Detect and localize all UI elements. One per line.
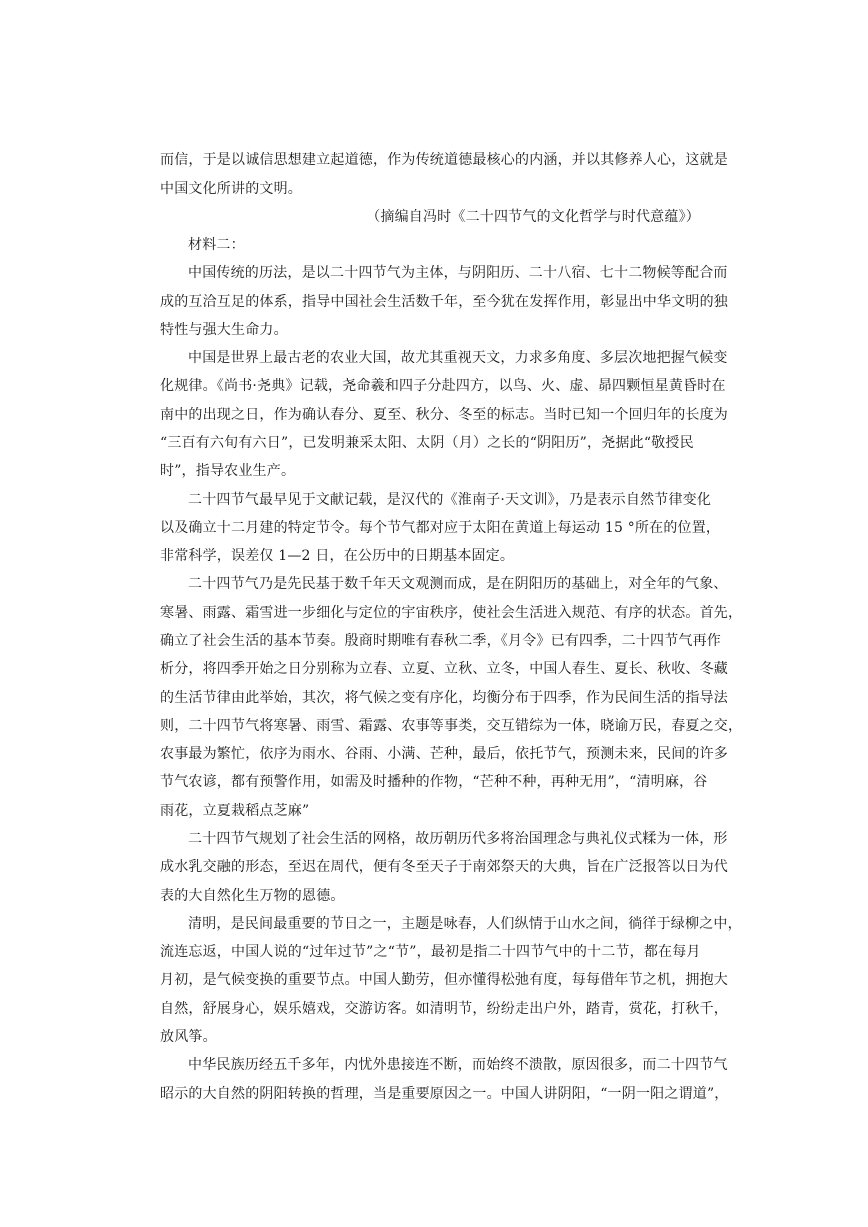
text-line: “三百有六旬有六日”，已发明兼采太阳、太阴（月）之长的“阴阳历”，尧据此“敬授民 bbox=[160, 435, 694, 451]
section-heading: 材料二： bbox=[188, 237, 245, 253]
text-line: 以及确立十二月建的特定节令。每个节气都对应于太阳在黄道上每运动 15 °所在的位置， bbox=[160, 520, 721, 536]
text-line: 成的互洽互足的体系，指导中国社会生活数千年，至今犹在发挥作用，彰显出中华文明的独 bbox=[160, 294, 728, 310]
text-line: 成水乳交融的形态，至迟在周代，便有冬至天子于南郊祭天的大典，旨在广泛报答以日为代 bbox=[160, 859, 728, 875]
text-line: 时”，指导农业生产。 bbox=[160, 463, 296, 479]
text-line: 表的大自然化生万物的恩德。 bbox=[160, 888, 345, 904]
text-line: 二十四节气乃是先民基于数千年天文观测而成，是在阴阳历的基础上，对全年的气象、 bbox=[188, 576, 728, 592]
text-line: 南中的出现之日，作为确认春分、夏至、秋分、冬至的标志。当时已知一个回归年的长度为 bbox=[160, 407, 728, 423]
text-line: 雨花，立夏栽稻点芝麻” bbox=[160, 803, 310, 819]
citation-line: （摘编自冯时《二十四节气的文化哲学与时代意蕴》） bbox=[366, 209, 700, 225]
text-line: 中国文化所讲的文明。 bbox=[160, 181, 302, 197]
text-line: 的生活节律由此举始，其次，将气候之变有序化，均衡分布于四季，作为民间生活的指导法 bbox=[160, 690, 728, 706]
text-line: 而信，于是以诚信思想建立起道德，作为传统道德最核心的内涵，并以其修养人心，这就是 bbox=[160, 152, 728, 168]
text-line: 析分，将四季开始之日分别称为立春、立夏、立秋、立冬，中国人春生、夏长、秋收、冬藏 bbox=[160, 661, 728, 677]
text-line: 月初，是气候变换的重要节点。中国人勤劳，但亦懂得松弛有度，每每借年节之机，拥抱大 bbox=[160, 972, 728, 988]
text-line: 农事最为繁忙，依序为雨水、谷雨、小满、芒种，最后，依托节气，预测未来，民间的许多 bbox=[160, 746, 728, 762]
text-line: 确立了社会生活的基本节奏。殷商时期唯有春秋二季，《月令》已有四季，二十四节气再作 bbox=[160, 633, 721, 649]
text-line: 放风筝。 bbox=[160, 1029, 217, 1045]
text-line: 中国是世界上最古老的农业大国，故尤其重视天文，力求多角度、多层次地把握气候变 bbox=[188, 350, 728, 366]
text-line: 寒暑、雨露、霜雪进一步细化与定位的宇宙秩序，使社会生活进入规范、有序的状态。首先， bbox=[160, 605, 743, 621]
text-line: 流连忘返，中国人说的“过年过节”之“节”，最初是指二十四节气中的十二节，都在每月 bbox=[160, 944, 701, 960]
text-line: 中国传统的历法，是以二十四节气为主体，与阴阳历、二十八宿、七十二物候等配合而 bbox=[188, 265, 728, 281]
text-line: 自然，舒展身心，娱乐嬉戏，交游访客。如清明节，纷纷走出户外，踏青，赏花，打秋千， bbox=[160, 1001, 728, 1017]
text-line: 则，二十四节气将寒暑、雨雪、霜露、农事等事类，交互错综为一体，晓谕万民，春夏之交， bbox=[160, 718, 743, 734]
text-line: 节气农谚，都有预警作用，如需及时播种的作物，“芒种不种，再种无用”，“清明麻，谷 bbox=[160, 774, 708, 790]
text-line: 昭示的大自然的阴阳转换的哲理，当是重要原因之一。中国人讲阴阳，“一阴一阳之谓道”， bbox=[160, 1086, 729, 1102]
text-line: 清明，是民间最重要的节日之一，主题是咏春，人们纵情于山水之间，徜徉于绿柳之中， bbox=[188, 916, 742, 932]
text-line: 化规律。《尚书·尧典》记载，尧命羲和四子分赴四方，以鸟、火、虚、昴四颗恒星黄昏时在 bbox=[160, 378, 726, 394]
text-line: 二十四节气最早见于文献记载，是汉代的《淮南子·天文训》，乃是表示自然节律变化 bbox=[188, 492, 712, 508]
text-line: 特性与强大生命力。 bbox=[160, 322, 288, 338]
text-line: 非常科学，误差仅 1—2 日，在公历中的日期基本固定。 bbox=[160, 548, 515, 564]
text-line: 中华民族历经五千多年，内忧外患接连不断，而始终不溃散，原因很多，而二十四节气 bbox=[188, 1057, 728, 1073]
text-line: 二十四节气规划了社会生活的网格，故历朝历代多将治国理念与典礼仪式糅为一体，形 bbox=[188, 831, 728, 847]
